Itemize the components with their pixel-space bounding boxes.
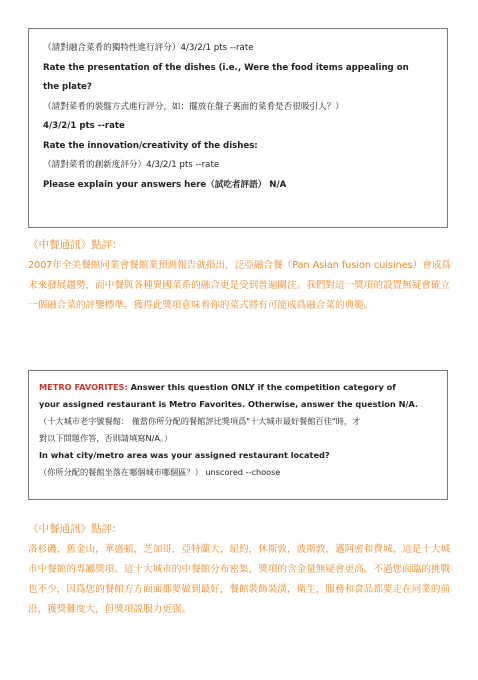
question-line: Rate the innovation/creativity of the dishes:: [43, 140, 258, 151]
question-line: [39, 379, 435, 396]
question-line: Rate the presentation of the dishes (i.e., Were the food items appealing on: [43, 62, 409, 73]
question-line: In what city/metro area was your assigned restaurant located?: [39, 450, 330, 460]
question-line: （請對菜肴的創新度評分）4/3/2/1 pts --rate: [43, 160, 220, 170]
rating-questions-box: [28, 28, 448, 228]
commentary-section: [28, 236, 452, 316]
commentary-section: [28, 520, 452, 620]
question-text: Answer this question ONLY if the competition category of: [127, 382, 396, 392]
question-line: your assigned restaurant is Metro Favorites. Otherwise, answer the question N/A.: [39, 399, 419, 409]
question-line: （你所分配的餐館坐落在哪個城市哪個區？） unscored --choose: [39, 467, 281, 477]
metro-favorites-label: METRO FAVORITES:: [39, 382, 128, 392]
commentary-body: 洛杉磯，舊金山，華盛頓，芝加哥，亞特蘭大，紐約，休斯敦，波斯敦，邁阿密和費城，這是十大城市中餐館的專屬獎項。這十大城市的中餐館分布密集，獎項的含金量無疑會更高。不過您面臨的挑戰也不少，因爲您的餐館方方面面都要做到最好，餐館裝飾裝潢，衛生，服務和食品都要走在同業的前沿，獲獎難度大，但獎項説服力更强。: [28, 544, 451, 615]
commentary-body: 2007年全美餐館同業會餐館業預測報告就指出，泛亞融合餐（Pan Asian fusion cuisines）會成爲未來發展趨勢，而中餐與各種異國菜系的融合更是受到普遍關注。我們對這一獎項的設置無疑會確立一個融合菜的評鑒標準。獲得此獎項意味着你的菜式將有可能成爲融合菜的典範。: [28, 260, 452, 311]
question-line: （請對菜肴的裝盤方式進行評分，如：擺放在盤子裏面的菜肴是否很吸引人？）: [43, 101, 344, 112]
question-line: 對以下問題作答，否則請填寫N/A。）: [39, 433, 173, 443]
question-line: （請對融合菜肴的獨特性進行評分）4/3/2/1 pts --rate: [43, 43, 254, 53]
question-line: （十大城市老字號餐館： 僅當你所分配的餐館評比獎項爲"十大城市最好餐館百佳"時，才: [39, 416, 361, 426]
question-line: 4/3/2/1 pts --rate: [43, 121, 125, 131]
commentary-title: 《中餐通訊》點評:: [28, 523, 116, 535]
commentary-title: 《中餐通訊》點評：: [28, 239, 123, 251]
metro-favorites-box: [28, 370, 448, 500]
question-line: Please explain your answers here（試吃者評語） N/A: [43, 179, 287, 190]
question-line: the plate?: [43, 82, 92, 92]
